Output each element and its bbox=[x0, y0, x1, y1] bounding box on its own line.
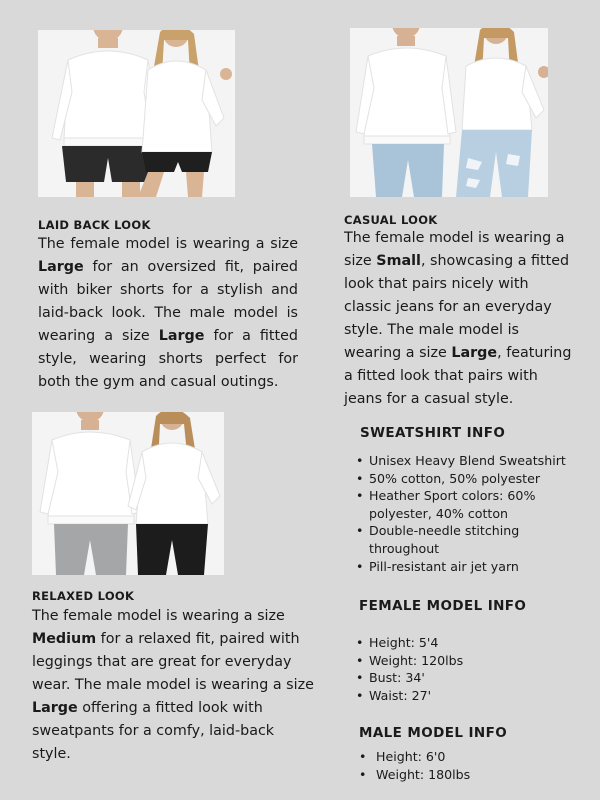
male-size: Large bbox=[451, 345, 498, 361]
casual-look-photo bbox=[350, 28, 548, 197]
list-item: • Heather Sport colors: 60% polyester, 40% cotton bbox=[355, 487, 585, 522]
male-size: Large bbox=[32, 700, 78, 716]
list-item: • Double-needle stitching throughout bbox=[355, 522, 585, 557]
laid-back-look-photo bbox=[38, 30, 235, 197]
sweatshirt-info-list bbox=[355, 452, 585, 575]
male-size: Large bbox=[158, 328, 205, 344]
list-item: • Waist: 27' bbox=[355, 687, 575, 705]
relaxed-look-description bbox=[32, 605, 317, 766]
description-text: The female model is wearing a size bbox=[32, 608, 285, 624]
list-item: • Unisex Heavy Blend Sweatshirt bbox=[355, 452, 585, 470]
relaxed-look-photo bbox=[32, 412, 224, 575]
female-model-info-title: FEMALE MODEL INFO bbox=[359, 598, 527, 614]
relaxed-look-title: RELAXED LOOK bbox=[32, 589, 135, 603]
laid-back-look-description bbox=[38, 233, 298, 394]
female-size: Large bbox=[38, 259, 84, 275]
description-text: for a relaxed fit, paired with leggings that are great for everyday wear. The male model is wearing a size bbox=[32, 631, 314, 693]
description-text: The female model is wearing a size bbox=[344, 230, 565, 269]
female-size: Medium bbox=[32, 631, 97, 647]
list-item: • Height: 5'4 bbox=[355, 634, 575, 652]
list-item: • Weight: 120lbs bbox=[355, 652, 575, 670]
description-text: for an oversized fit, paired with biker shorts for a stylish and laid-back look. The male model is wearing a size bbox=[38, 259, 298, 344]
list-item: • Bust: 34' bbox=[355, 669, 575, 687]
description-text: for a fitted style, wearing shorts perfect for both the gym and casual outings. bbox=[38, 328, 298, 390]
male-model-info-title: MALE MODEL INFO bbox=[359, 725, 508, 741]
casual-look-title: CASUAL LOOK bbox=[344, 213, 438, 227]
list-item: • 50% cotton, 50% polyester bbox=[355, 470, 585, 488]
female-model-info-list bbox=[355, 634, 575, 704]
list-item: • Pill-resistant air jet yarn bbox=[355, 558, 585, 576]
list-item: • Height: 6'0 bbox=[358, 748, 578, 766]
male-model-info-list bbox=[358, 748, 578, 783]
sweatshirt-info-title: SWEATSHIRT INFO bbox=[360, 425, 506, 441]
casual-look-description bbox=[344, 227, 574, 411]
female-size: Small bbox=[376, 253, 421, 269]
list-item: • Weight: 180lbs bbox=[358, 766, 578, 784]
description-text: , showcasing a fitted look that pairs nicely with classic jeans for an everyday style. The male model is wearing a size bbox=[344, 253, 570, 361]
laid-back-look-title: LAID BACK LOOK bbox=[38, 218, 151, 232]
description-text: offering a fitted look with sweatpants for a comfy, laid-back style. bbox=[32, 700, 275, 762]
description-text: The female model is wearing a size bbox=[38, 236, 298, 252]
description-text: , featuring a fitted look that pairs with jeans for a casual style. bbox=[344, 345, 572, 407]
